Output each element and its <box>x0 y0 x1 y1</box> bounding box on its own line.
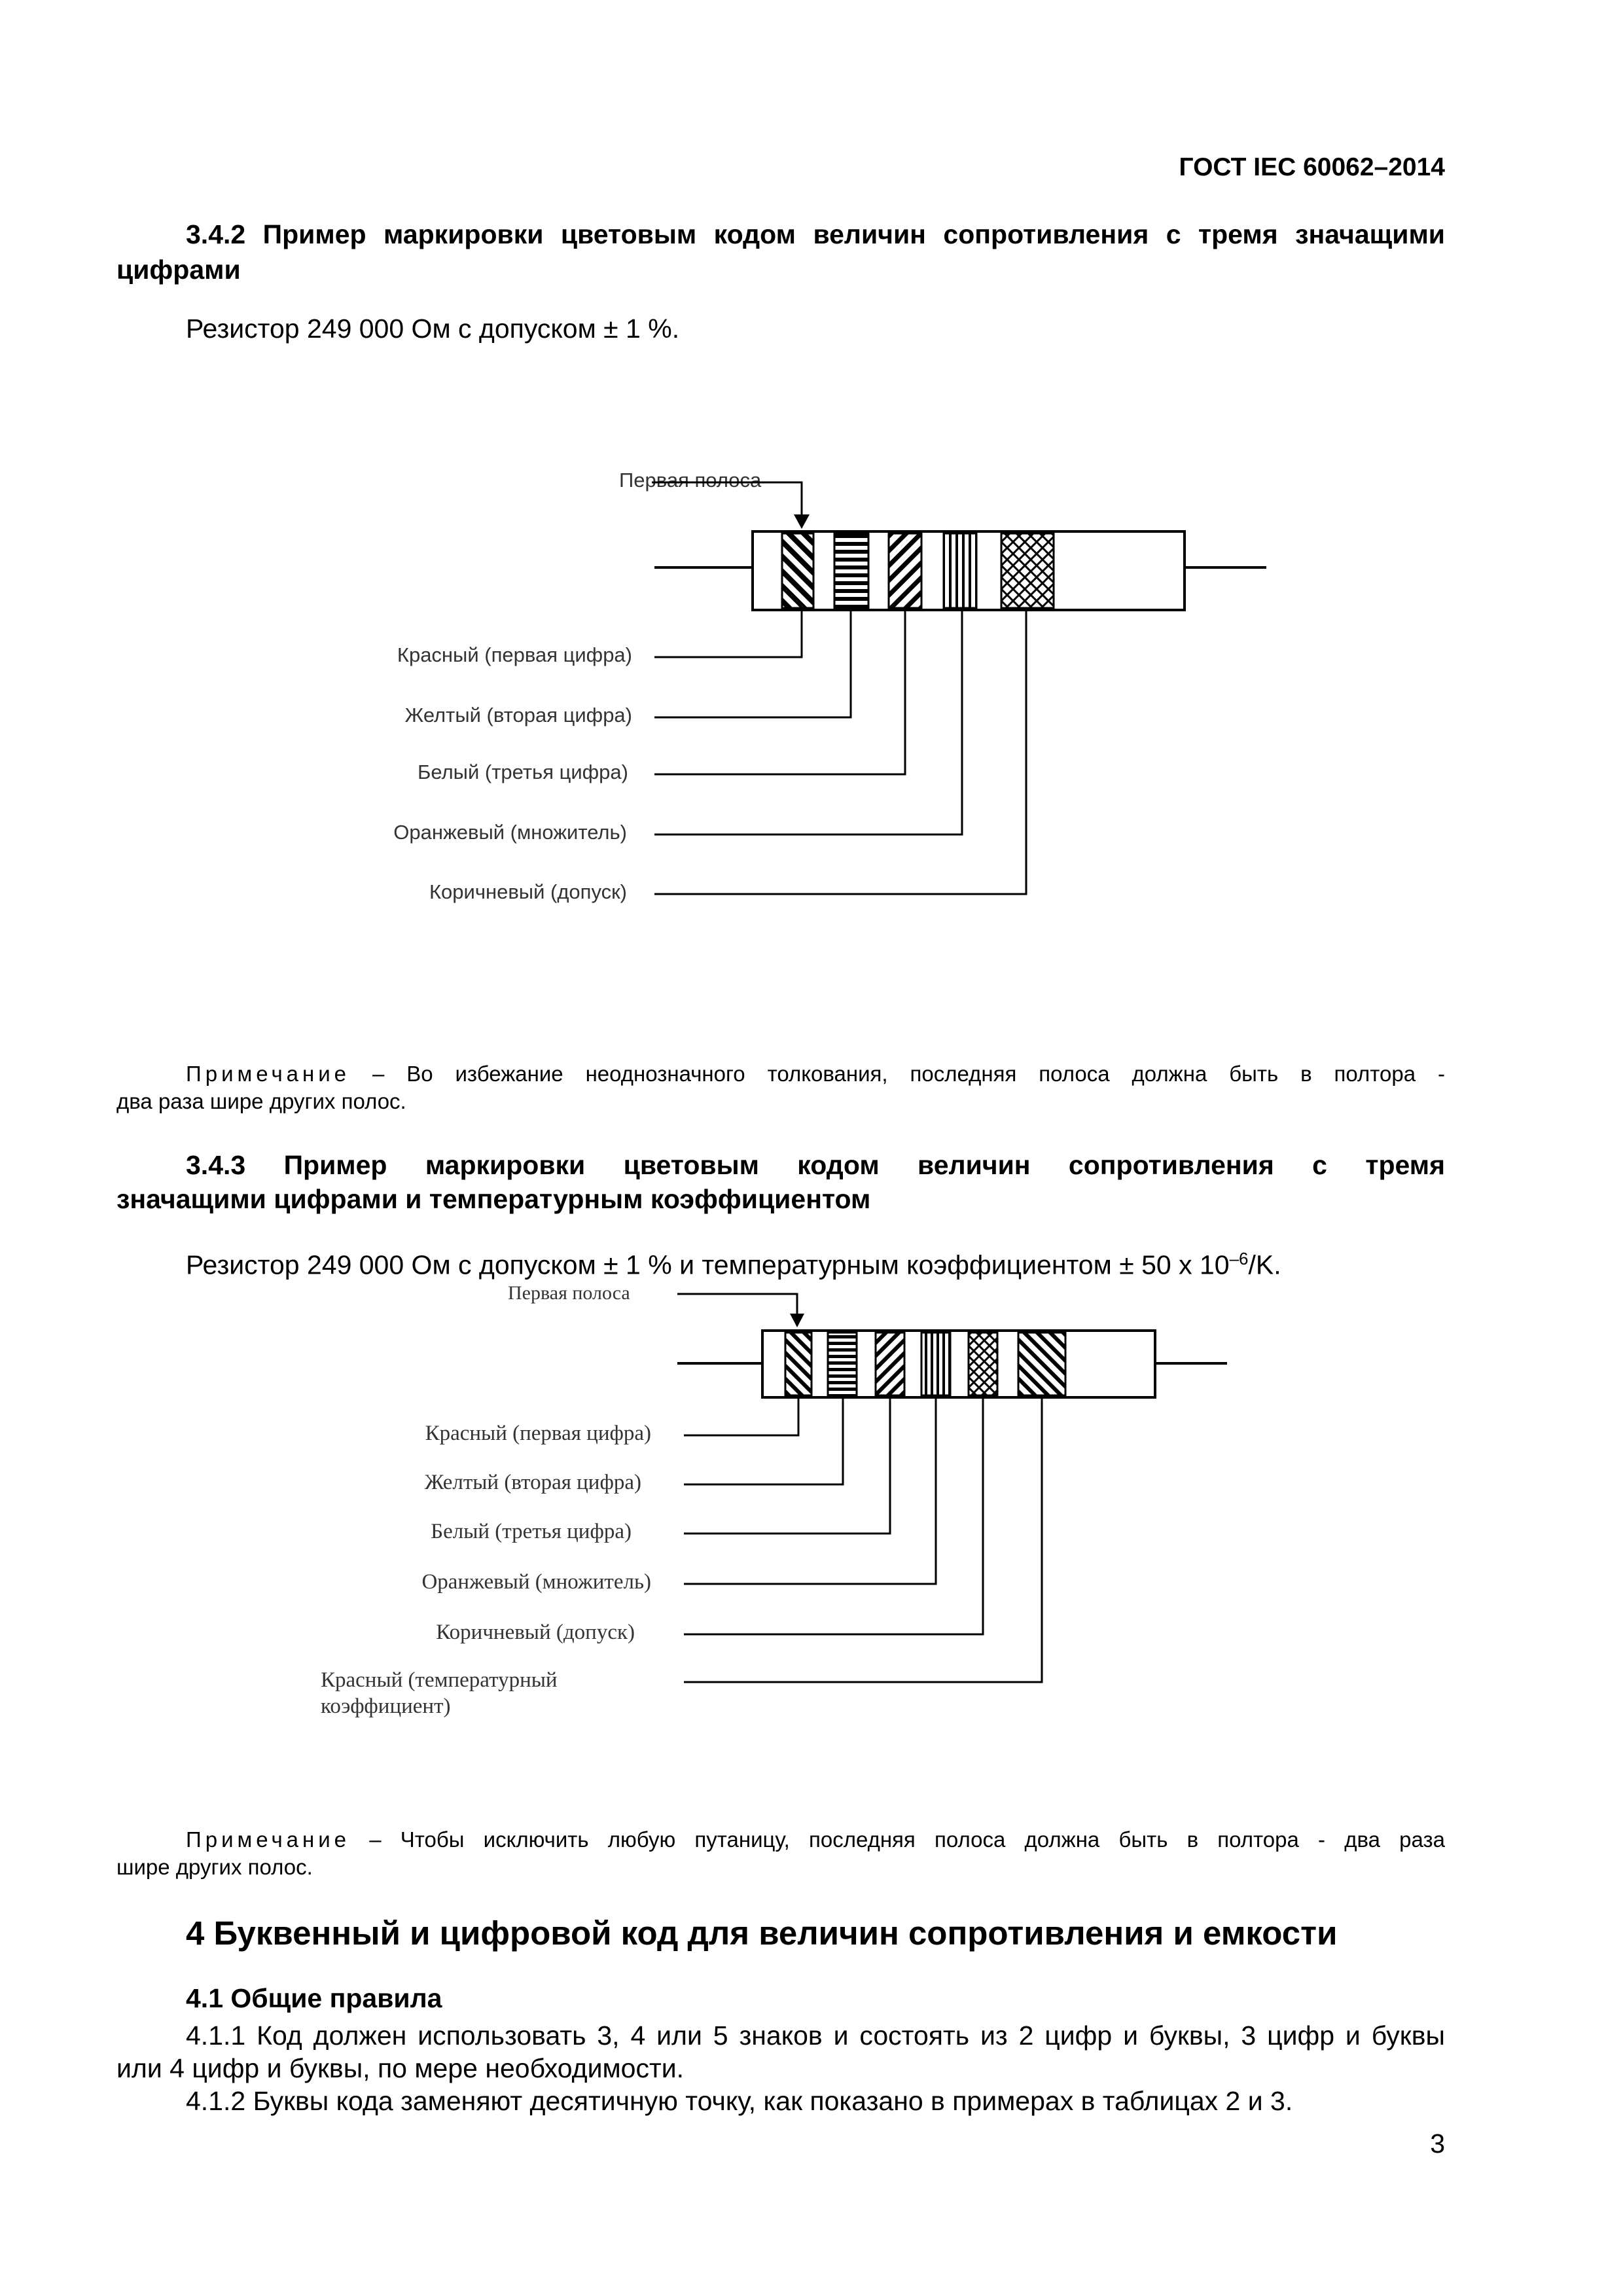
section-3-4-2-title-line2: цифрами <box>116 255 241 285</box>
label-orange-multiplier: Оранжевый (множитель) <box>421 1570 651 1594</box>
note-2-line1: Примечание – Чтобы исключить любую путаницу, последняя полоса должна быть в полтора - два раза <box>186 1827 1445 1852</box>
note-1-line2: два раза шире других полос. <box>116 1089 406 1113</box>
paragraph-4-1-2: 4.1.2 Буквы кода заменяют десятичную точку, как показано в примерах в таблицах 2 и 3. <box>186 2086 1293 2116</box>
first-band-label: Первая полоса <box>508 1282 630 1304</box>
document-header: ГОСТ IEC 60062–2014 <box>1179 153 1445 181</box>
note-1-line1: Примечание – Во избежание неоднозначного толкования, последняя полоса должна быть в полтора - <box>186 1062 1445 1086</box>
band-6 <box>1018 1333 1065 1395</box>
page-number: 3 <box>1430 2128 1445 2159</box>
section-3-4-2-example: Резистор 249 000 Ом с допуском ± 1 %. <box>186 314 680 344</box>
label-red-first: Красный (первая цифра) <box>425 1422 651 1445</box>
label-yellow-second: Желтый (вторая цифра) <box>424 1471 641 1494</box>
label-brown-tolerance: Коричневый (допуск) <box>429 880 627 903</box>
note-2-line2: шире других полос. <box>116 1855 313 1879</box>
band-5 <box>969 1333 997 1395</box>
band-4 <box>921 1333 950 1395</box>
section-4-1-title: 4.1 Общие правила <box>186 1983 442 2013</box>
band-1 <box>785 1333 812 1395</box>
band-3 <box>876 1333 904 1395</box>
label-white-third: Белый (третья цифра) <box>431 1520 632 1543</box>
section-4-title: 4 Буквенный и цифровой код для величин сопротивления и емкости <box>186 1914 1338 1952</box>
paragraph-4-1-1-line1: 4.1.1 Код должен использовать 3, 4 или 5 знаков и состоять из 2 цифр и буквы, 3 цифр и буквы <box>186 2020 1445 2051</box>
label-white-third: Белый (третья цифра) <box>418 761 628 783</box>
section-3-4-2-title-line1: 3.4.2 Пример маркировки цветовым кодом величин сопротивления с тремя значащими <box>186 219 1445 249</box>
label-brown-tolerance: Коричневый (допуск) <box>436 1621 635 1644</box>
first-band-label: Первая полоса <box>619 469 762 492</box>
paragraph-4-1-1-line2: или 4 цифр и буквы, по мере необходимости. <box>116 2053 685 2083</box>
label-yellow-second: Желтый (вторая цифра) <box>404 704 632 726</box>
label-orange-multiplier: Оранжевый (множитель) <box>393 821 627 844</box>
section-3-4-3-example: Резистор 249 000 Ом с допуском ± 1 % и температурным коэффициентом ± 50 х $10^{-6}/K$. <box>186 1249 1281 1280</box>
label-red-tempco-line2: коэффициент) <box>321 1695 451 1718</box>
label-red-tempco-line1: Красный (температурный <box>321 1668 558 1692</box>
band-2 <box>828 1333 857 1395</box>
label-red-first: Красный (первая цифра) <box>397 643 632 666</box>
section-3-4-3-title-line2: значащими цифрами и температурным коэффициентом <box>116 1184 871 1214</box>
section-3-4-3-title-line1: 3.4.3 Пример маркировки цветовым кодом величин сопротивления с тремя <box>186 1150 1445 1180</box>
